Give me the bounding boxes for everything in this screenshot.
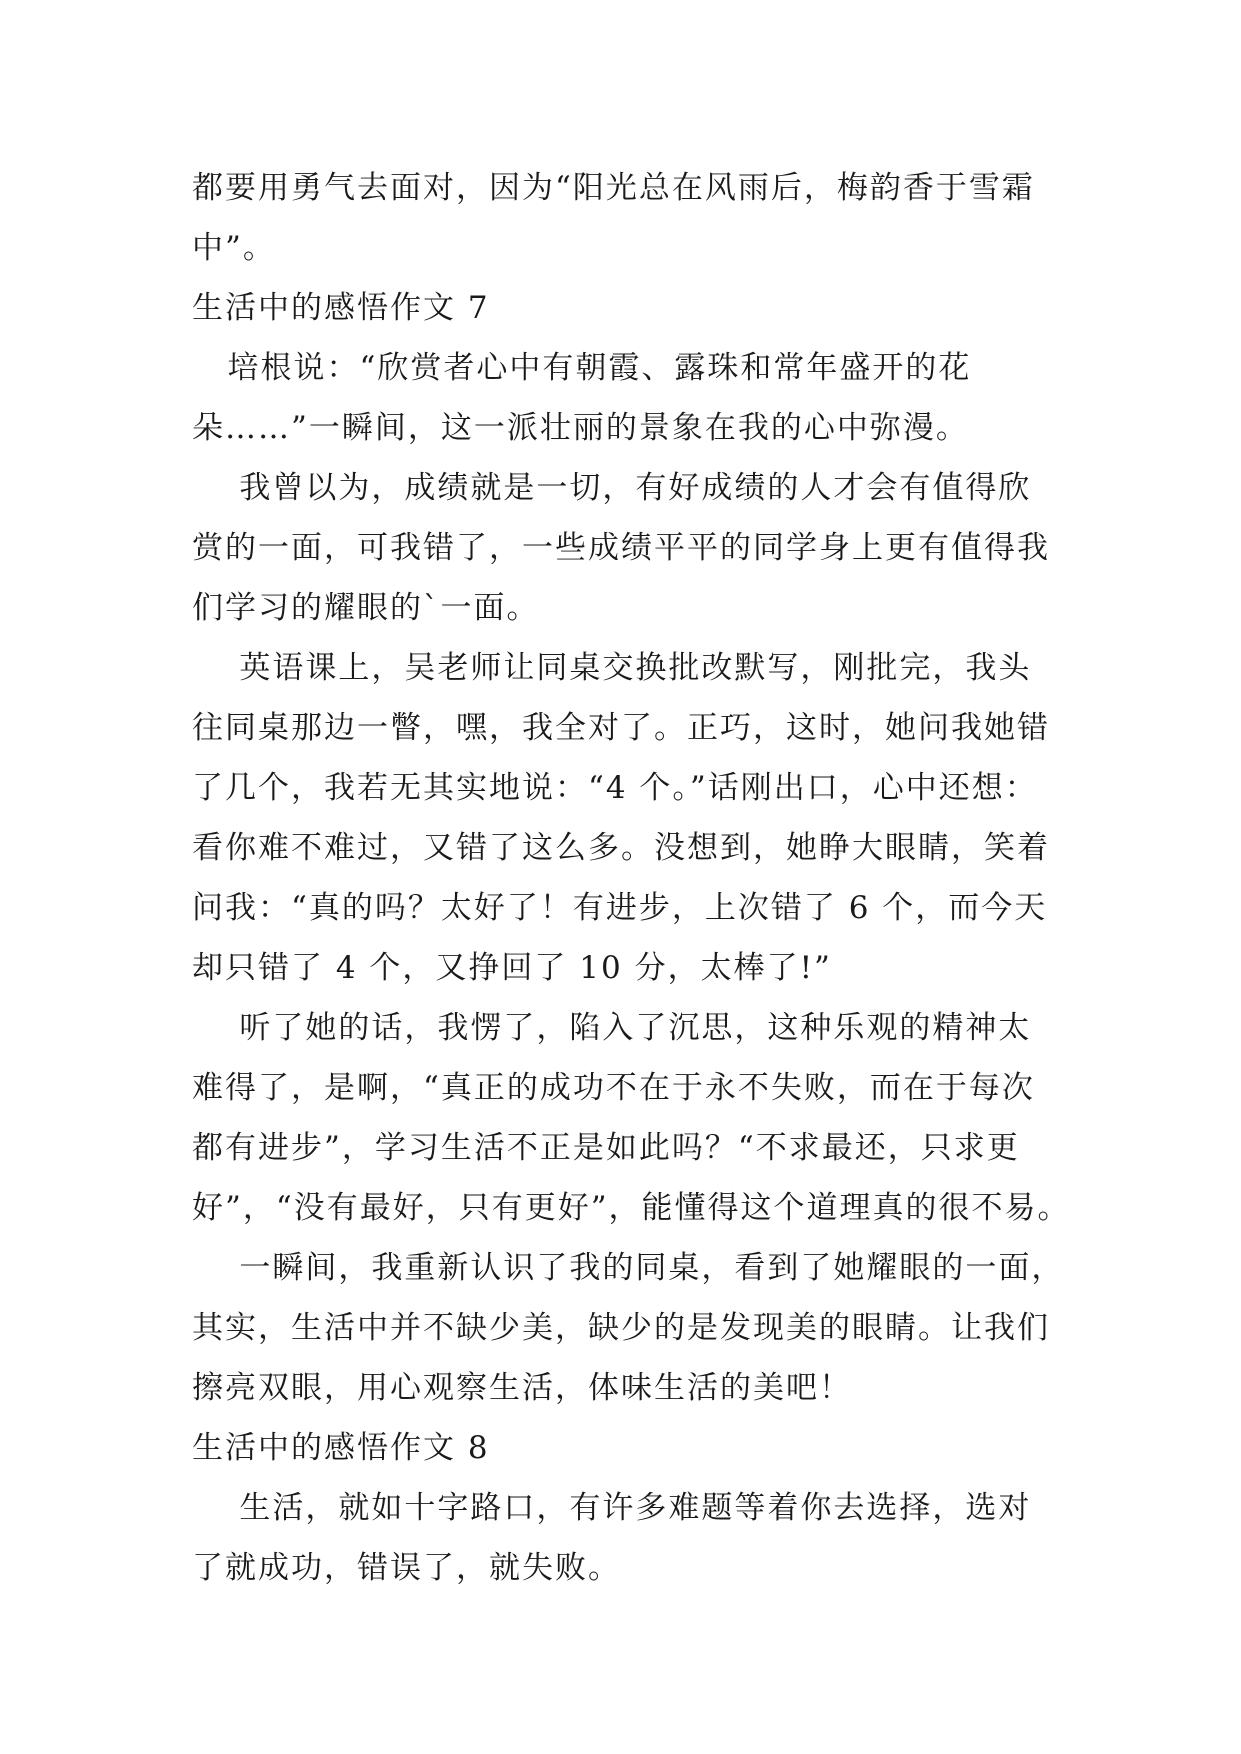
body-line: 好”，“没有最好，只有更好”，能懂得这个道理真的很不易。 xyxy=(192,1190,1071,1226)
body-line: 了就成功，错误了，就失败。 xyxy=(192,1550,621,1586)
body-line: 我曾以为，成绩就是一切，有好成绩的人才会有值得欣 xyxy=(192,470,1032,506)
body-line: 们学习的耀眼的`一面。 xyxy=(192,590,540,626)
body-line: 问我：“真的吗？太好了！有进步，上次错了 6 个，而今天 xyxy=(192,890,1048,926)
body-line: 擦亮双眼，用心观察生活，体味生活的美吧！ xyxy=(192,1370,852,1406)
body-line: 其实，生活中并不缺少美，缺少的是发现美的眼睛。让我们 xyxy=(192,1310,1050,1346)
body-line: 往同桌那边一瞥，嘿，我全对了。正巧，这时，她问我她错 xyxy=(192,710,1050,746)
body-line: 都有进步”，学习生活不正是如此吗？“不求最还，只求更 xyxy=(192,1130,1020,1166)
body-line: 赏的一面，可我错了，一些成绩平平的同学身上更有值得我 xyxy=(192,530,1050,566)
section-title: 生活中的感悟作文 7 xyxy=(192,290,490,326)
body-line: 中”。 xyxy=(192,230,276,266)
body-line: 了几个，我若无其实地说：“4 个。”话刚出口，心中还想： xyxy=(192,770,1038,806)
body-line: 难得了，是啊，“真正的成功不在于永不失败，而在于每次 xyxy=(192,1070,1035,1106)
section-title: 生活中的感悟作文 8 xyxy=(192,1430,490,1466)
body-line: 都要用勇气去面对，因为“阳光总在风雨后，梅韵香于雪霜 xyxy=(192,170,1035,206)
body-line: 朵……”一瞬间，这一派壮丽的景象在我的心中弥漫。 xyxy=(192,410,969,446)
body-line: 看你难不难过，又错了这么多。没想到，她睁大眼睛，笑着 xyxy=(192,830,1050,866)
document-body xyxy=(192,158,1071,1598)
body-line: 英语课上，吴老师让同桌交换批改默写，刚批完，我头 xyxy=(192,650,1032,686)
body-line: 听了她的话，我愣了，陷入了沉思，这种乐观的精神太 xyxy=(192,1010,1032,1046)
body-line: 培根说：“欣赏者心中有朝霞、露珠和常年盛开的花 xyxy=(192,350,972,386)
body-line: 却只错了 4 个，又挣回了 10 分，太棒了!” xyxy=(192,950,832,986)
body-line: 一瞬间，我重新认识了我的同桌，看到了她耀眼的一面， xyxy=(192,1250,1065,1286)
body-line: 生活，就如十字路口，有许多难题等着你去选择，选对 xyxy=(192,1490,1032,1526)
